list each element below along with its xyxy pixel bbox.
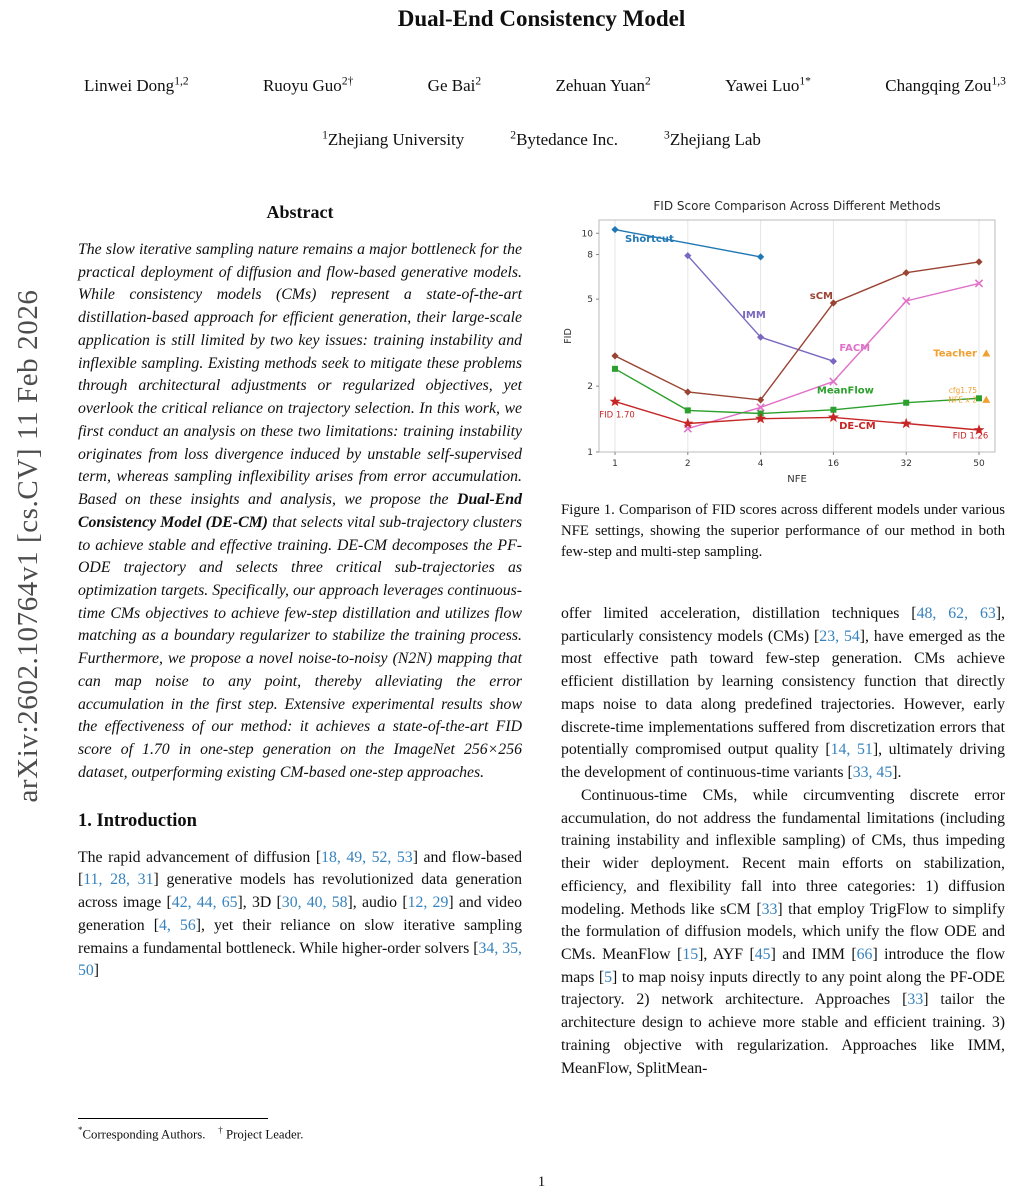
svg-text:FACM: FACM bbox=[839, 342, 871, 354]
citation-link[interactable]: 5 bbox=[604, 968, 613, 986]
svg-text:cfg1.75: cfg1.75 bbox=[948, 386, 977, 396]
author: Ruoyu Guo$^{2\dagger}$ bbox=[262, 74, 354, 95]
svg-text:16: 16 bbox=[827, 459, 840, 469]
svg-text:4: 4 bbox=[757, 459, 764, 469]
text-run: ], particularly consistency models (CMs) [ bbox=[561, 605, 1005, 645]
affiliations-row bbox=[78, 130, 1005, 150]
svg-text:2: 2 bbox=[684, 459, 691, 469]
text-run: Continuous-time CMs, while circumventing discrete error accumulation, do not address the fundamental limitations (including training instability and inflexible sampling) of CMs, thus impeding their wider deployment. Recent main efforts on stabilization, efficiency, and flexibility fall into three categories: 1) diffusion modeling. Methods like sCM [ bbox=[561, 786, 1005, 918]
citation-link[interactable]: 33 bbox=[761, 900, 778, 918]
author: Changqing Zou$^{1,3}$ bbox=[885, 74, 1006, 95]
footnote-text bbox=[78, 1125, 522, 1142]
fid-comparison-chart bbox=[561, 196, 1005, 488]
svg-text:IMM: IMM bbox=[742, 310, 766, 321]
text-run: ] and IMM [ bbox=[770, 946, 857, 964]
citation-link[interactable]: 14, 51 bbox=[830, 741, 873, 759]
figure-1 bbox=[561, 196, 1005, 488]
abstract-text bbox=[78, 239, 522, 785]
author: Ge Bai$^2$ bbox=[427, 74, 482, 95]
abstract-heading: Abstract bbox=[266, 202, 334, 222]
svg-text:50: 50 bbox=[973, 459, 985, 469]
svg-text:DE-CM: DE-CM bbox=[839, 421, 876, 433]
text-run: ] tailor the architecture design to achieve more stable and efficient training. 3) training objective with regularization. Approaches like IMM, MeanFlow, SplitMean- bbox=[561, 991, 1006, 1077]
text-run: Figure 1. Comparison of FID scores across different models under various NFE settings, showing the superior performance of our method in both few-step and multi-step sampling. bbox=[561, 502, 1005, 560]
body-paragraph-2 bbox=[561, 785, 1005, 1081]
citation-link[interactable]: 15 bbox=[682, 946, 699, 964]
svg-text:5: 5 bbox=[587, 295, 593, 306]
text-run: ] introduce the flow maps [ bbox=[561, 946, 1005, 986]
paper-title: Dual-End Consistency Model bbox=[397, 6, 686, 31]
svg-text:FID Score Comparison Across Di: FID Score Comparison Across Different Methods bbox=[653, 199, 941, 213]
text-run: ] to map noisy inputs directly to any point along the PF-ODE trajectory. 2) network architecture. Approaches [ bbox=[561, 968, 1005, 1009]
text-run: Dual-End Consistency Model (DE-CM) bbox=[78, 491, 522, 531]
svg-text:MeanFlow: MeanFlow bbox=[816, 385, 874, 397]
text-run: ] that employ TrigFlow to simplify the formulation of diffusion models, which unify the flow ODE and CMs. MeanFlow [ bbox=[561, 900, 1005, 964]
body-paragraph-1 bbox=[561, 603, 1005, 785]
affiliation: $^3$Zhejiang Lab bbox=[664, 128, 761, 149]
svg-text:NFE x 2: NFE x 2 bbox=[948, 395, 977, 405]
citation-link[interactable]: 66 bbox=[856, 946, 873, 964]
citation-link[interactable]: 18, 49, 52, 53 bbox=[321, 848, 413, 866]
citation-link[interactable]: 12, 29 bbox=[407, 894, 449, 912]
footnote-block bbox=[78, 1118, 522, 1142]
text-run: ], AYF [ bbox=[698, 946, 755, 964]
footnote-divider bbox=[78, 1118, 268, 1119]
page-number: 1 bbox=[537, 1174, 546, 1190]
citation-link[interactable]: 11, 28, 31 bbox=[83, 871, 154, 889]
svg-text:sCM: sCM bbox=[809, 291, 834, 302]
citation-link[interactable]: 42, 44, 65 bbox=[171, 894, 238, 912]
text-run: ], yet their reliance on slow iterative sampling remains a fundamental bottleneck. While higher-order solvers [ bbox=[78, 916, 522, 957]
text-run: The rapid advancement of diffusion [ bbox=[78, 848, 322, 866]
citation-link[interactable]: 48, 62, 63 bbox=[916, 605, 996, 622]
svg-text:10: 10 bbox=[581, 229, 593, 240]
citation-link[interactable]: 33, 45 bbox=[852, 764, 893, 782]
svg-text:FID 1.70: FID 1.70 bbox=[599, 410, 635, 421]
svg-text:1: 1 bbox=[612, 459, 618, 469]
svg-text:2: 2 bbox=[587, 382, 593, 393]
affiliation: $^1$Zhejiang University bbox=[322, 128, 465, 149]
citation-link[interactable]: 30, 40, 58 bbox=[281, 894, 348, 912]
citation-link[interactable]: 23, 54 bbox=[819, 627, 860, 645]
svg-text:1: 1 bbox=[587, 448, 593, 458]
arxiv-watermark: arXiv:2602.10764v1 [cs.CV] 11 Feb 2026 bbox=[12, 289, 44, 803]
citation-link[interactable]: 45 bbox=[754, 946, 771, 964]
svg-text:FID: FID bbox=[563, 328, 574, 344]
introduction-paragraph bbox=[78, 847, 522, 983]
text-run: ] and video generation [ bbox=[78, 894, 522, 934]
text-run: ], have emerged as the most effective path toward few-step generation. CMs achieve efficient distillation by learning consistency function that directly maps noise to data along predefined trajectories. However, early discrete-time implementations suffered from discretization errors that potentially compromised output quality [ bbox=[561, 627, 1005, 759]
svg-text:Shortcut: Shortcut bbox=[625, 234, 674, 246]
svg-text:Teacher: Teacher bbox=[933, 348, 977, 360]
citation-link[interactable]: 33 bbox=[907, 991, 924, 1009]
text-run: ], audio [ bbox=[347, 894, 408, 912]
author: Linwei Dong$^{1,2}$ bbox=[84, 74, 189, 95]
text-run: that selects vital sub-trajectory clusters to achieve stable and effective training. DE-CM decomposes the PF-ODE trajectory and selects three critical sub-trajectories as optimization targets. Specifically, our approach leverages continuous-time CMs objectives to achieve few-step distillation and utilizes flow matching as a boundary regularizer to stabilize the training process. Furthermore, we propose a novel noise-to-noisy (N2N) mapping that can map noise to any point, thereby alleviating the error accumulation in the first step. Extensive experimental results show the effectiveness of our method: it achieves a state-of-the-art FID score of 1.70 in one-step generation on the ImageNet 256×256 dataset, outperforming existing CM-based one-step approaches. bbox=[78, 513, 522, 781]
text-run: ], 3D [ bbox=[237, 894, 282, 912]
text-run: ] bbox=[93, 962, 100, 980]
affiliation: $^2$Bytedance Inc. bbox=[510, 128, 619, 149]
text-run: ]. bbox=[892, 764, 902, 782]
text-run: Corresponding Authors. bbox=[82, 1127, 219, 1142]
text-run: † bbox=[218, 1125, 223, 1135]
figure-1-caption bbox=[561, 500, 1005, 563]
svg-text:FID 1.26: FID 1.26 bbox=[952, 431, 989, 442]
citation-link[interactable]: 34, 35, 50 bbox=[78, 939, 522, 980]
text-run: offer limited acceleration, distillation techniques [ bbox=[561, 605, 917, 622]
text-run: The slow iterative sampling nature remains a major bottleneck for the practical deployment of diffusion and flow-based generative models. While consistency models (CMs) represent a state-of-the-art distillation-based approach for efficient generation, their large-scale application is still limited by two key issues: training instability and inflexible sampling. Existing methods seek to mitigate these problems through architectural adjustments or regularized objectives, yet overlook the critical reliance on trajectory selection. In this work, we first conduct an analysis on these two limitations: training instability originates from loss divergence induced by unstable self-supervised term, whereas sampling inflexibility arises from error accumulation. Based on these insights and analysis, we propose the bbox=[78, 241, 522, 509]
text-run: Project Leader. bbox=[222, 1127, 304, 1142]
text-run: ], ultimately driving the development of continuous-time variants [ bbox=[561, 741, 1005, 782]
left-column bbox=[78, 202, 522, 983]
text-run: ] and flow-based [ bbox=[78, 848, 522, 889]
text-run: * bbox=[78, 1125, 83, 1135]
introduction-heading: 1. Introduction bbox=[78, 810, 197, 831]
text-run: ] generative models has revolutionized data generation across image [ bbox=[78, 871, 522, 912]
author: Zehuan Yuan$^2$ bbox=[555, 74, 651, 95]
authors-row bbox=[84, 76, 1006, 96]
right-column bbox=[561, 196, 1005, 1080]
author: Yawei Luo$^{1*}$ bbox=[725, 74, 811, 95]
svg-text:8: 8 bbox=[587, 250, 593, 261]
svg-text:NFE: NFE bbox=[787, 474, 807, 485]
svg-text:32: 32 bbox=[900, 459, 912, 469]
citation-link[interactable]: 4, 56 bbox=[159, 916, 196, 934]
